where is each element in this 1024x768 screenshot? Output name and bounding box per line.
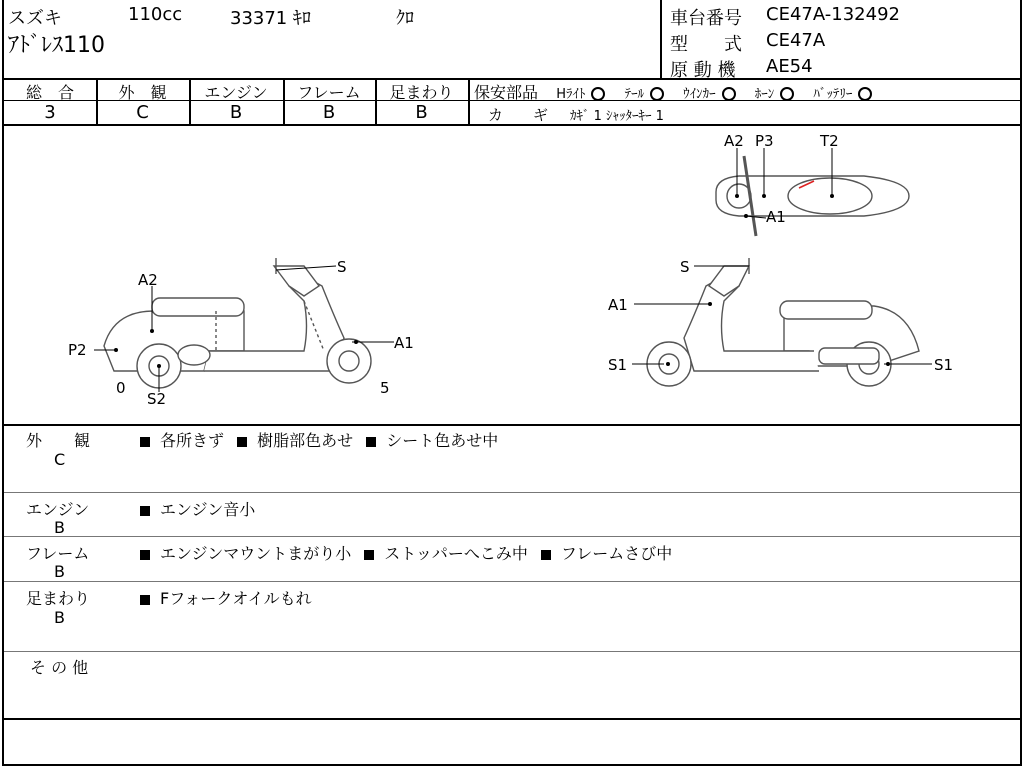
remark-frame-label: フレーム — [26, 544, 90, 563]
grade-suspension: B — [415, 102, 428, 123]
label-s2: S2 — [147, 390, 167, 408]
model-name: ｱﾄﾞﾚｽ110 — [8, 33, 105, 58]
remark-suspension-grade: B — [54, 608, 65, 627]
key-value: ｶｷﾞ 1 ｼｬｯﾀｰｷｰ 1 — [570, 109, 664, 124]
grade-header-overall: 総 合 — [25, 83, 74, 102]
remark-suspension-items: Fフォークオイルもれ — [140, 586, 312, 609]
frame-no: CE47A-132492 — [766, 4, 900, 25]
label-a1-top: A1 — [766, 208, 786, 226]
grade-header-frame: フレーム — [297, 83, 361, 102]
grade-frame: B — [322, 102, 336, 123]
grade-header-exterior: 外 観 — [118, 83, 167, 102]
safety-label: 保安部品 — [474, 83, 539, 102]
safety-item-tail: ﾃｰﾙ — [624, 87, 645, 102]
bullet-icon — [364, 550, 374, 560]
key-label: カ ギ — [488, 106, 549, 124]
safety-item-winker: ｳｲﾝｶｰ — [683, 87, 716, 102]
bullet-icon — [366, 437, 376, 447]
label-5: 5 — [380, 379, 390, 397]
frame-no-label: 車台番号 — [670, 8, 742, 29]
grade-exterior: C — [136, 102, 149, 123]
bullet-icon — [140, 595, 150, 605]
safety-parts-row — [474, 80, 886, 103]
ok-mark-icon — [722, 87, 736, 101]
label-s1-rear: S1 — [934, 356, 954, 374]
scooter-right-view — [647, 258, 919, 386]
remark-exterior-grade: C — [54, 450, 66, 469]
displacement: 110cc — [128, 4, 183, 25]
bullet-icon — [140, 506, 150, 516]
safety-item-horn: ﾎｰﾝ — [754, 87, 775, 102]
mileage: 33371 ｷﾛ — [230, 8, 311, 29]
bullet-icon — [541, 550, 551, 560]
engine-label: 原 動 機 — [670, 60, 736, 81]
bullet-icon — [140, 437, 150, 447]
ok-mark-icon — [650, 87, 664, 101]
remark-suspension-label: 足まわり — [26, 589, 91, 608]
label-a1-right: A1 — [608, 296, 628, 314]
inspection-sheet — [2, 0, 1022, 766]
ok-mark-icon — [780, 87, 794, 101]
label-0: 0 — [116, 379, 126, 397]
remark-engine-items: エンジン音小 — [140, 497, 255, 520]
label-a2-top: A2 — [724, 132, 744, 150]
label-a2-left: A2 — [138, 271, 158, 289]
label-s-right: S — [680, 258, 690, 276]
bullet-icon — [237, 437, 247, 447]
grade-overall: 3 — [44, 102, 56, 123]
bullet-icon — [140, 550, 150, 560]
ok-mark-icon — [591, 87, 605, 101]
remark-exterior-items: 各所きず 樹脂部色あせ シート色あせ中 — [140, 428, 498, 451]
label-s1-front: S1 — [608, 356, 628, 374]
remark-engine-grade: B — [54, 518, 65, 537]
label-p3-top: P3 — [755, 132, 774, 150]
label-t2-top: T2 — [820, 132, 839, 150]
remark-exterior-label: 外 観 — [26, 431, 91, 450]
type-label: 型 式 — [670, 34, 742, 55]
type-value: CE47A — [766, 30, 826, 51]
label-s-left: S — [337, 258, 347, 276]
grade-header-suspension: 足まわり — [389, 83, 454, 102]
remark-engine-label: エンジン — [26, 500, 90, 519]
remark-frame-items: エンジンマウントまがり小 ストッパーへこみ中 フレームさび中 — [140, 541, 672, 564]
ok-mark-icon — [858, 87, 872, 101]
label-p2: P2 — [68, 341, 87, 359]
remark-other-label: そ の 他 — [30, 658, 89, 677]
color: ｸﾛ — [396, 8, 414, 29]
maker: スズキ — [8, 8, 62, 29]
grade-header-engine: エンジン — [204, 83, 268, 102]
label-a1-left: A1 — [394, 334, 414, 352]
remark-frame-grade: B — [54, 562, 65, 581]
grade-engine: B — [229, 102, 243, 123]
engine-value: AE54 — [766, 56, 813, 77]
safety-item-headlight: Hﾗｲﾄ — [556, 87, 586, 102]
scooter-top-view — [716, 156, 909, 236]
safety-item-battery: ﾊﾞｯﾃﾘｰ — [813, 87, 853, 102]
